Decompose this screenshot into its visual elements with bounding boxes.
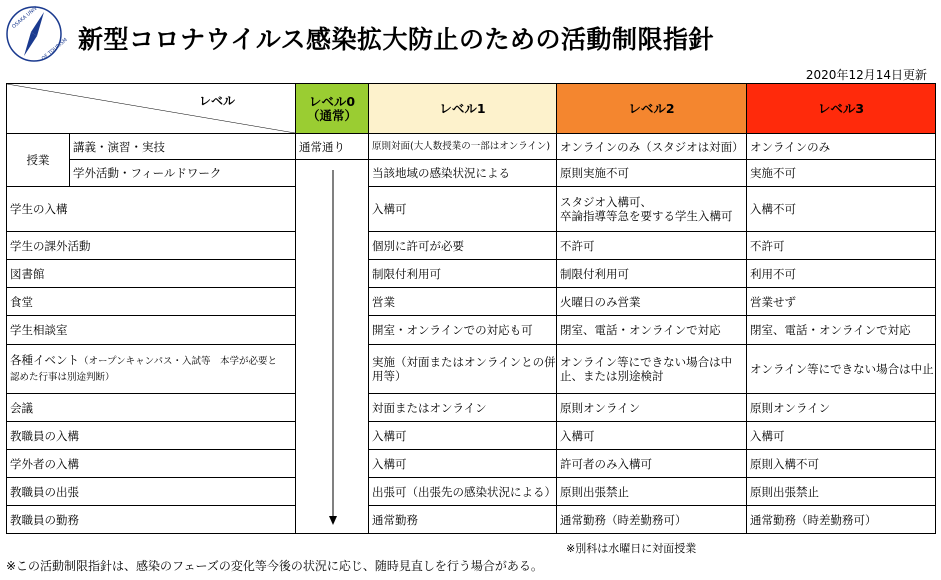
row-label: 学外活動・フィールドワーク bbox=[70, 160, 296, 187]
cell-level1: 入構可 bbox=[369, 187, 557, 232]
cell-level3: オンライン等にできない場合は中止 bbox=[747, 345, 936, 394]
header-corner bbox=[7, 84, 296, 134]
table-row bbox=[7, 506, 936, 534]
cell-level3: 不許可 bbox=[747, 232, 936, 260]
row-label: 講義・演習・実技 bbox=[70, 134, 296, 160]
cell-level2: 原則実施不可 bbox=[557, 160, 747, 187]
table-row bbox=[7, 160, 936, 187]
header-row bbox=[7, 84, 936, 134]
cell-level3: 原則オンライン bbox=[747, 394, 936, 422]
row-label bbox=[7, 345, 296, 394]
cell-level2: オンライン等にできない場合は中止、または別途検討 bbox=[557, 345, 747, 394]
cell-level1: 個別に許可が必要 bbox=[369, 232, 557, 260]
cell-level2: 許可者のみ入構可 bbox=[557, 450, 747, 478]
compass-logo-icon bbox=[4, 4, 69, 64]
cell-level2: 不許可 bbox=[557, 232, 747, 260]
level0-label: レベル0 bbox=[308, 93, 356, 109]
cell-level2: 原則出張禁止 bbox=[557, 478, 747, 506]
cell-level1: 実施（対面またはオンラインとの併用等） bbox=[369, 345, 557, 394]
cell-level3: 営業せず bbox=[747, 288, 936, 316]
row-label: 教職員の入構 bbox=[7, 422, 296, 450]
cell-level3: 閉室、電話・オンラインで対応 bbox=[747, 316, 936, 345]
footnote-review: ※この活動制限指針は、感染のフェーズの変化等今後の状況に応じ、随時見直しを行う場合がある。 bbox=[6, 559, 543, 573]
cell-level1: 営業 bbox=[369, 288, 557, 316]
cell-level3: 実施不可 bbox=[747, 160, 936, 187]
cell-level2-line2: 卒論指導等急を要する学生入構可 bbox=[560, 209, 733, 223]
cell-level3: 利用不可 bbox=[747, 260, 936, 288]
header-level1: レベル1 bbox=[369, 84, 557, 134]
cell-level1: 開室・オンラインでの対応も可 bbox=[369, 316, 557, 345]
table-row bbox=[7, 187, 936, 232]
table-row bbox=[7, 134, 936, 160]
svg-text:OSAKA UNIV: OSAKA UNIV bbox=[11, 5, 39, 31]
cell-level2-line1: スタジオ入構可、 bbox=[560, 195, 652, 209]
table-row bbox=[7, 478, 936, 506]
cell-level2: 通常勤務（時差勤務可） bbox=[557, 506, 747, 534]
header-level2: レベル2 bbox=[557, 84, 747, 134]
cell-level2: 入構可 bbox=[557, 422, 747, 450]
cell-level3: 原則出張禁止 bbox=[747, 478, 936, 506]
row-label: 食堂 bbox=[7, 288, 296, 316]
table-row bbox=[7, 345, 936, 394]
table-row bbox=[7, 232, 936, 260]
cell-level3: オンラインのみ bbox=[747, 134, 936, 160]
cell-level1: 当該地域の感染状況による bbox=[369, 160, 557, 187]
row-label: 学生の課外活動 bbox=[7, 232, 296, 260]
table-row bbox=[7, 288, 936, 316]
corner-label: レベル bbox=[199, 94, 236, 108]
row-label: 教職員の出張 bbox=[7, 478, 296, 506]
level0-sublabel: （通常） bbox=[306, 107, 357, 123]
restriction-table bbox=[6, 83, 936, 534]
row-label-main: 各種イベント bbox=[10, 353, 79, 367]
row-label: 学外者の入構 bbox=[7, 450, 296, 478]
header-level3: レベル3 bbox=[747, 84, 936, 134]
cell-level0: 通常通り bbox=[296, 134, 369, 160]
header-level0 bbox=[296, 84, 369, 134]
university-logo bbox=[4, 4, 69, 64]
row-label-note: （オープンキャンパス・入試等 本学が必要と bbox=[79, 356, 277, 367]
row-label: 図書館 bbox=[7, 260, 296, 288]
cell-level2: 火曜日のみ営業 bbox=[557, 288, 747, 316]
cell-level1: 制限付利用可 bbox=[369, 260, 557, 288]
cell-level1: 出張可（出張先の感染状況による） bbox=[369, 478, 557, 506]
cell-level2: 制限付利用可 bbox=[557, 260, 747, 288]
row-group-label: 授業 bbox=[7, 134, 70, 187]
cell-level3: 入構可 bbox=[747, 422, 936, 450]
cell-level2: オンラインのみ（スタジオは対面） bbox=[557, 134, 747, 160]
cell-level3: 原則入構不可 bbox=[747, 450, 936, 478]
updated-date: 2020年12月14日更新 bbox=[805, 68, 927, 82]
cell-level1: 対面またはオンライン bbox=[369, 394, 557, 422]
cell-level3: 通常勤務（時差勤務可） bbox=[747, 506, 936, 534]
row-label-note2: 認めた行事は別途判断） bbox=[10, 372, 115, 383]
page-title: 新型コロナウイルス感染拡大防止のための活動制限指針 bbox=[78, 25, 715, 54]
cell-level1: 入構可 bbox=[369, 450, 557, 478]
footnote-bekka: ※別科は水曜日に対面授業 bbox=[566, 542, 697, 555]
cell-level1: 通常勤務 bbox=[369, 506, 557, 534]
cell-level1: 原則対面(大人数授業の一部はオンライン) bbox=[369, 134, 557, 160]
table-row bbox=[7, 422, 936, 450]
table-row bbox=[7, 450, 936, 478]
row-label: 学生の入構 bbox=[7, 187, 296, 232]
cell-level2: 閉室、電話・オンラインで対応 bbox=[557, 316, 747, 345]
table-row bbox=[7, 260, 936, 288]
row-label: 学生相談室 bbox=[7, 316, 296, 345]
continuation-arrow-icon bbox=[328, 170, 338, 526]
table-row bbox=[7, 394, 936, 422]
row-label: 教職員の勤務 bbox=[7, 506, 296, 534]
cell-level3: 入構不可 bbox=[747, 187, 936, 232]
cell-level2 bbox=[557, 187, 747, 232]
cell-level2: 原則オンライン bbox=[557, 394, 747, 422]
row-label: 会議 bbox=[7, 394, 296, 422]
table-row bbox=[7, 316, 936, 345]
svg-text:OF TOURISM: OF TOURISM bbox=[40, 37, 69, 62]
cell-level1: 入構可 bbox=[369, 422, 557, 450]
